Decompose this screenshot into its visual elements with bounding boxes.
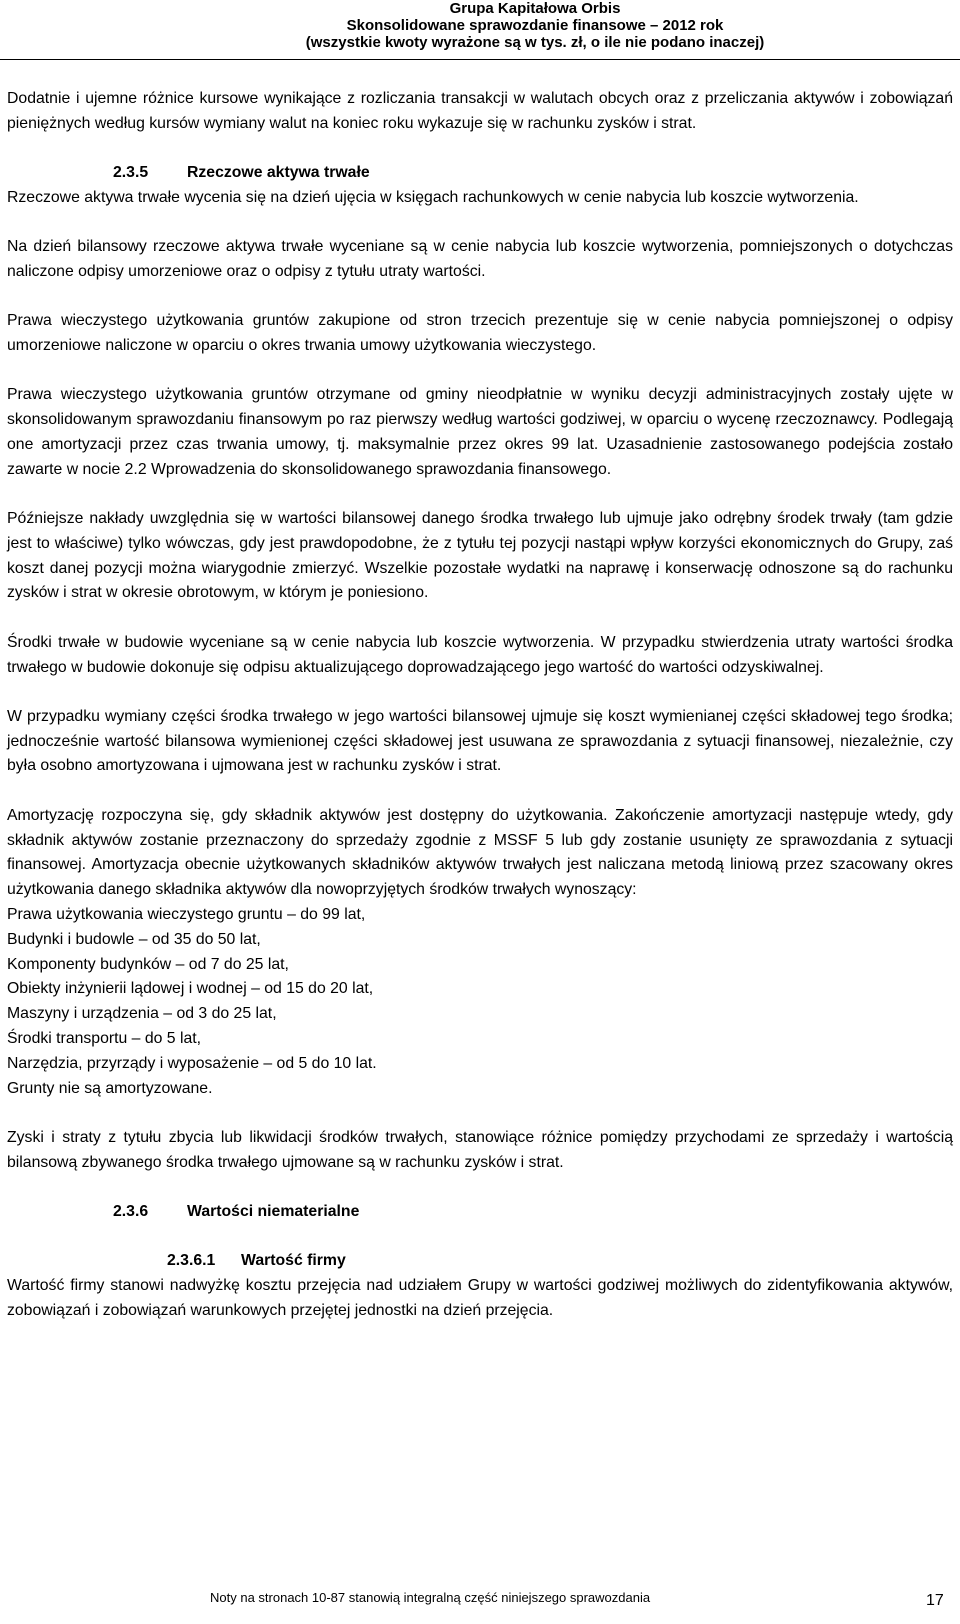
header-rule (0, 59, 960, 60)
section-title: Wartość firmy (241, 1252, 346, 1270)
section-title: Wartości niematerialne (187, 1202, 360, 1220)
paragraph-goodwill: Wartość firmy stanowi nadwyżkę kosztu przejęcia nad udziałem Grupy w wartości godziwej możliwych do zidentyfikowania aktywów, zobowiązań i zobowiązań warunkowych przejętej jednostki na dzień przejęcia. (7, 1276, 953, 1319)
section-heading-2-3-6-1 (7, 1249, 953, 1274)
paragraph-fx-differences: Dodatnie i ujemne różnice kursowe wynikające z rozliczania transakcji w walutach obcych oraz z przeliczania aktywów i zobowiązań pieniężnych według kursów wymiany walut na koniec roku wykazuje się w rachunku zysków i strat. (7, 90, 953, 132)
list-item: Budynki i budowle – od 35 do 50 lat, (7, 930, 261, 948)
header-group-name: Grupa Kapitałowa Orbis (449, 0, 621, 17)
paragraph-component-replacement: W przypadku wymiany części środka trwałego w jego wartości bilansowej ujmuje się koszt wymienianej części składowej tego środka; jednocześnie wartość bilansowa wymienionej części składowej jest usuwana ze sprawozdania z sytuacji finansowej, niezależnie, czy była osobno amortyzowana i ujmowana jest w rachunku zysków i strat. (7, 707, 953, 775)
paragraph-purchased-land-rights: Prawa wieczystego użytkowania gruntów zakupione od stron trzecich prezentuje się w cenie nabycia pomniejszonej o odpisy umorzeniowe naliczone w oparciu o okres trwania umowy użytkowania wieczystego. (7, 312, 953, 355)
paragraph-granted-land-rights: Prawa wieczystego użytkowania gruntów otrzymane od gminy nieodpłatnie w wyniku decyzji administracyjnych zostały ujęte w skonsolidowanym sprawozdaniu finansowym po raz pierwszy według wartości godziwej, w oparciu o wycenę rzeczoznawcy. Podlegają one amortyzacji przez czas trwania umowy, tj. maksymalnie przez okres 99 lat. Uzasadnienie zastosowanego podejścia zostało zawarte w nocie 2.2 Wprowadzenia do skonsolidowanego sprawozdania finansowego. (7, 386, 953, 478)
section-number: 2.3.6.1 (167, 1252, 216, 1270)
header-report-title: Skonsolidowane sprawozdanie finansowe – 2012 rok (346, 17, 724, 34)
section-number: 2.3.6 (113, 1202, 149, 1220)
list-item: Narzędzia, przyrządy i wyposażenie – od 5 do 10 lat. (7, 1054, 377, 1072)
paragraph-balance-valuation: Na dzień bilansowy rzeczowe aktywa trwałe wyceniane są w cenie nabycia lub koszcie wytworzenia, pomniejszonych o dotychczas naliczone odpisy umorzeniowe oraz o odpisy z tytułu utraty wartości. (7, 238, 953, 280)
list-item: Obiekty inżynierii lądowej i wodnej – od 15 do 20 lat, (7, 980, 374, 998)
section-title: Rzeczowe aktywa trwałe (187, 164, 370, 182)
section-heading-2-3-6 (7, 1200, 953, 1225)
paragraph-initial-valuation: Rzeczowe aktywa trwałe wycenia się na dzień ujęcia w księgach rachunkowych w cenie nabycia lub koszcie wytworzenia. (7, 188, 859, 206)
list-item: Komponenty budynków – od 7 do 25 lat, (7, 955, 289, 973)
depreciation-periods-list (7, 903, 953, 1101)
section-heading-2-3-5 (7, 161, 953, 186)
paragraph-subsequent-costs: Późniejsze nakłady uwzględnia się w wartości bilansowej danego środka trwałego lub ujmuje jako odrębny środek trwały (tam gdzie jest to właściwe) tylko wówczas, gdy jest prawdopodobne, że z tytułu tej pozycji nastąpi wpływ korzyści ekonomicznych do Grupy, zaś koszt danej pozycji można wiarygodnie zmierzyć. Wszelkie pozostałe wydatki na naprawę i konserwację odnoszone są do rachunku zysków i strat w okresie obrotowym, w którym je poniesiono. (7, 510, 953, 602)
list-item: Prawa użytkowania wieczystego gruntu – do 99 lat, (7, 905, 366, 923)
paragraph-depreciation: Amortyzację rozpoczyna się, gdy składnik aktywów jest dostępny do użytkowania. Zakończenie amortyzacji następuje wtedy, gdy składnik aktywów zostanie przeznaczony do sprzedaży zgodnie z MSSF 5 lub gdy zostanie usunięty ze sprawozdania z sytuacji finansowej. Amortyzacja obecnie użytkowanych składników aktywów trwałych jest naliczana metodą liniową przez szacowany okres użytkowania danego składnika aktywów dla nowoprzyjętych środków trwałych wynoszący: (7, 806, 953, 899)
list-item: Maszyny i urządzenia – od 3 do 25 lat, (7, 1005, 277, 1023)
list-item: Środki transportu – do 5 lat, (7, 1029, 202, 1047)
footer-note: Noty na stronach 10-87 stanowią integralną część niniejszego sprawozdania (210, 1590, 651, 1605)
page-number: 17 (926, 1592, 944, 1609)
paragraph-disposal-gains: Zyski i straty z tytułu zbycia lub likwidacji środków trwałych, stanowiące różnice pomiędzy przychodami ze sprzedaży i wartością bilansową zbywanego środka trwałego ujmowane są w rachunku zysków i strat. (7, 1128, 953, 1171)
list-item: Grunty nie są amortyzowane. (7, 1079, 213, 1097)
document-body (7, 87, 953, 1324)
page-header (0, 0, 960, 51)
section-number: 2.3.5 (113, 164, 149, 182)
header-units-note: (wszystkie kwoty wyrażone są w tys. zł, o ile nie podano inaczej) (305, 34, 765, 51)
paragraph-construction-in-progress: Środki trwałe w budowie wyceniane są w cenie nabycia lub koszcie wytworzenia. W przypadku stwierdzenia utraty wartości środka trwałego w budowie dokonuje się odpisu aktualizującego doprowadzającego jego wartość do wartości odzyskiwalnej. (7, 633, 953, 676)
